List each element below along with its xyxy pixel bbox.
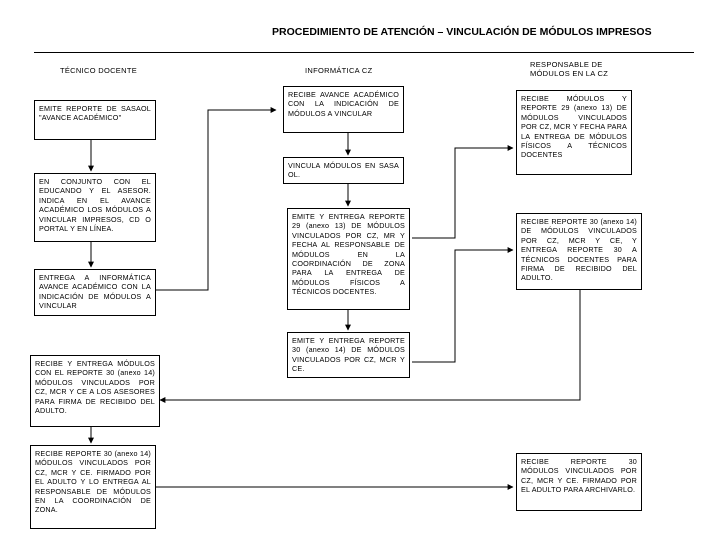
step-tecnico-indica-modulos: EN CONJUNTO CON EL EDUCANDO Y EL ASESOR. INDICA EN EL AVANCE ACADÉMICO LOS MÓDULOS A VINCULAR IMPRESOS, CD O PORTAL Y EN LÍNEA. [34,173,156,242]
step-tecnico-entrega-responsable: RECIBE REPORTE 30 (anexo 14) MÓDULOS VINCULADOS POR CZ, MCR Y CE. FIRMADO POR EL ADULTO Y LO ENTREGA AL RESPONSABLE DE MÓDULOS EN LA COORDINACIÓN DE ZONA. [30,445,156,529]
step-responsable-recibe-modulos: RECIBE MÓDULOS Y REPORTE 29 (anexo 13) DE MÓDULOS VINCULADOS POR CZ, MCR Y FECHA PARA LA ENTREGA DE MÓDULOS FÍSICOS A TÉCNICOS DOCENTES [516,90,632,175]
step-tecnico-entrega-asesores: RECIBE Y ENTREGA MÓDULOS CON EL REPORTE 30 (anexo 14) MÓDULOS VINCULADOS POR CZ, MCR Y CE A LOS ASESORES PARA FIRMA DE RECIBIDO DEL ADULTO. [30,355,160,427]
arrow-informatica-to-responsable-r29 [412,148,513,238]
step-tecnico-entrega-informatica: ENTREGA A INFORMÁTICA AVANCE ACADÉMICO CON LA INDICACIÓN DE MÓDULOS A VINCULAR [34,269,156,316]
step-informatica-emite-reporte-29: EMITE Y ENTREGA REPORTE 29 (anexo 13) DE MÓDULOS VINCULADOS POR CZ, MR Y FECHA AL RESPONSABLE DE MÓDULOS EN LA COORDINACIÓN DE ZONA PARA LA ENTREGA DE MÓDULOS FÍSICOS A TÉCNICOS DOCENTES. [287,208,410,310]
step-responsable-archiva: RECIBE REPORTE 30 MÓDULOS VINCULADOS POR CZ, MCR Y CE. FIRMADO POR EL ADULTO PARA ARCHIVARLO. [516,453,642,511]
step-responsable-recibe-reporte-30: RECIBE REPORTE 30 (anexo 14) DE MÓDULOS VINCULADOS POR CZ, MCR Y CE, Y ENTREGA REPORTE 30 A TÉCNICOS DOCENTES PARA FIRMA DE RECIBIDO DEL ADULTO. [516,213,642,290]
step-informatica-emite-reporte-30: EMITE Y ENTREGA REPORTE 30 (anexo 14) DE MÓDULOS VINCULADOS POR CZ, MCR Y CE. [287,332,410,378]
lane-header-tecnico-docente: TÉCNICO DOCENTE [60,66,138,75]
lane-header-responsable-modulos: RESPONSABLE DE MÓDULOS EN LA CZ [530,60,609,78]
step-informatica-vincula: VINCULA MÓDULOS EN SASA OL. [283,157,404,184]
step-informatica-recibe-avance: RECIBE AVANCE ACADÉMICO CON LA INDICACIÓN DE MÓDULOS A VINCULAR [283,86,404,133]
step-tecnico-emite-reporte: EMITE REPORTE DE SASAOL "AVANCE ACADÉMICO" [34,100,156,140]
lane-header-informatica-cz: INFORMÁTICA CZ [305,66,373,75]
arrow-tecnico-to-informatica [155,110,276,290]
page-title: PROCEDIMIENTO DE ATENCIÓN – VINCULACIÓN DE MÓDULOS IMPRESOS [272,26,652,38]
arrow-informatica-to-responsable-r30 [412,250,513,362]
